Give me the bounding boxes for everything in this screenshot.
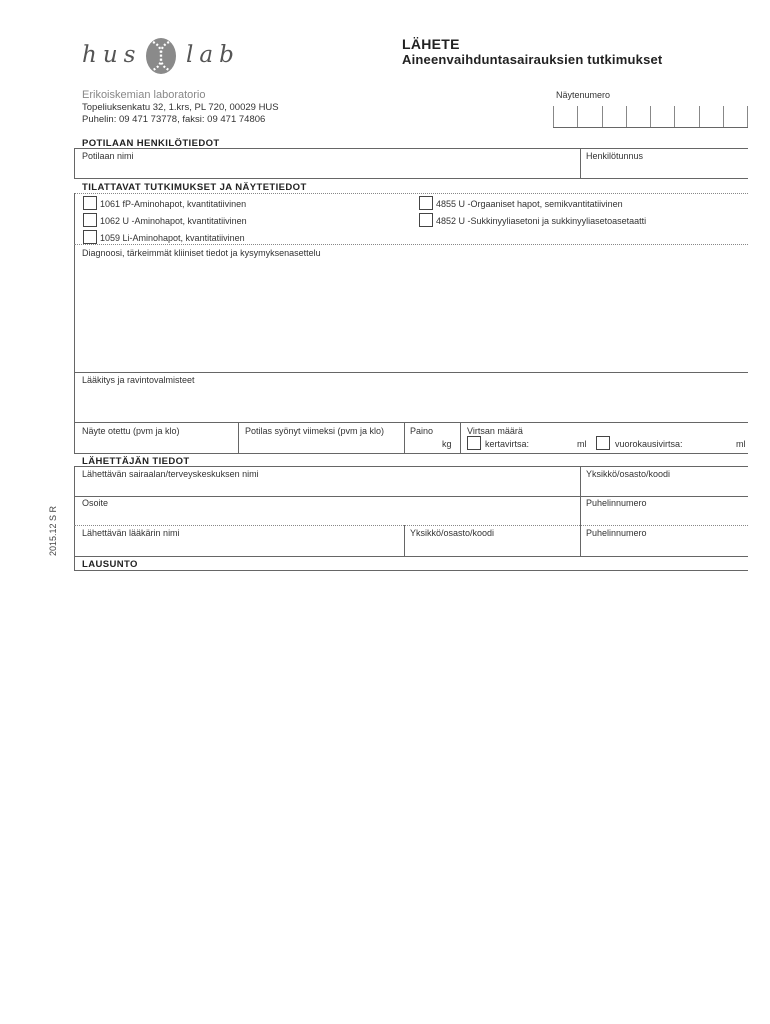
- patient-name-field[interactable]: [80, 162, 574, 177]
- test-1062-checkbox[interactable]: [83, 213, 97, 227]
- divider: [74, 525, 748, 526]
- doctor-phone-label: Puhelinnumero: [586, 528, 647, 538]
- patient-name-label: Potilaan nimi: [82, 151, 134, 161]
- diagnosis-label: Diagnoosi, tärkeimmät kliiniset tiedot ja kysymyksenasettelu: [82, 248, 321, 258]
- day-urine-checkbox[interactable]: [596, 436, 610, 450]
- sample-number-label: Näytenumero: [556, 90, 611, 100]
- divider: [74, 466, 748, 467]
- form-title: LÄHETE: [402, 36, 460, 52]
- last-ate-label: Potilas syönyt viimeksi (pvm ja klo): [245, 426, 385, 436]
- divider: [580, 466, 581, 556]
- day-urine-label: vuorokausivirtsa:: [615, 439, 683, 449]
- divider: [74, 372, 748, 373]
- medication-label: Lääkitys ja ravintovalmisteet: [82, 375, 195, 385]
- divider: [238, 422, 239, 453]
- test-4855-label: 4855 U -Orgaaniset hapot, semikvantitatiivinen: [436, 199, 623, 209]
- divider: [74, 466, 75, 556]
- divider: [580, 148, 581, 178]
- test-4855-checkbox[interactable]: [419, 196, 433, 210]
- day-urine-unit: ml: [736, 439, 746, 449]
- lab-address: Topeliuksenkatu 32, 1.krs, PL 720, 00029 HUS: [82, 102, 279, 113]
- divider: [74, 422, 748, 423]
- sample-number-field[interactable]: [553, 106, 748, 128]
- sender-section-title: LÄHETTÄJÄN TIEDOT: [82, 456, 190, 467]
- weight-unit: kg: [442, 439, 452, 449]
- phone-label: Puhelinnumero: [586, 498, 647, 508]
- sample-number-cell[interactable]: [723, 106, 748, 127]
- logo-text-left: hus: [82, 42, 142, 68]
- form-subtitle: Aineenvaihduntasairauksien tutkimukset: [402, 52, 663, 67]
- divider: [74, 193, 748, 194]
- hospital-name-label: Lähettävän sairaalan/terveyskeskuksen nimi: [82, 469, 259, 479]
- form-code: 2015.12 S R: [48, 505, 58, 556]
- test-1059-label: 1059 Li-Aminohapot, kvantitatiivinen: [100, 233, 245, 243]
- divider: [74, 453, 748, 454]
- patient-section-title: POTILAAN HENKILÖTIEDOT: [82, 138, 220, 149]
- doctor-unit-code-label: Yksikkö/osasto/koodi: [410, 528, 495, 538]
- divider: [74, 148, 75, 178]
- doctor-name-label: Lähettävän lääkärin nimi: [82, 528, 180, 538]
- sample-number-cell[interactable]: [602, 106, 626, 127]
- divider: [74, 148, 748, 149]
- sample-number-cell[interactable]: [577, 106, 601, 127]
- patient-id-field[interactable]: [586, 162, 746, 177]
- urine-amount-label: Virtsan määrä: [467, 426, 523, 436]
- patient-id-label: Henkilötunnus: [586, 151, 644, 161]
- divider: [460, 422, 461, 453]
- divider: [404, 525, 405, 556]
- divider: [74, 556, 748, 557]
- divider: [404, 422, 405, 453]
- medication-field[interactable]: [80, 387, 746, 420]
- weight-label: Paino: [410, 426, 434, 436]
- lab-phone: Puhelin: 09 471 73778, faksi: 09 471 74806: [82, 114, 266, 125]
- lab-name: Erikoiskemian laboratorio: [82, 89, 206, 101]
- tests-section-title: TILATTAVAT TUTKIMUKSET JA NÄYTETIEDOT: [82, 182, 307, 193]
- test-1062-label: 1062 U -Aminohapot, kvantitatiivinen: [100, 216, 247, 226]
- sample-number-cell[interactable]: [626, 106, 650, 127]
- sample-number-cell[interactable]: [553, 106, 577, 127]
- diagnosis-field[interactable]: [80, 260, 746, 370]
- spot-urine-label: kertavirtsa:: [485, 439, 530, 449]
- dna-helix-icon: [144, 36, 178, 76]
- logo-text-right: lab: [186, 42, 240, 68]
- sample-number-cell[interactable]: [650, 106, 674, 127]
- statement-section-title: LAUSUNTO: [82, 559, 138, 570]
- spot-urine-checkbox[interactable]: [467, 436, 481, 450]
- divider: [74, 570, 748, 571]
- divider: [74, 556, 75, 570]
- divider: [74, 193, 75, 453]
- hus-lab-logo: [82, 36, 252, 80]
- address-label: Osoite: [82, 498, 109, 508]
- spot-urine-unit: ml: [577, 439, 587, 449]
- sample-number-cell[interactable]: [674, 106, 698, 127]
- divider: [74, 178, 748, 179]
- divider: [74, 496, 748, 497]
- test-1061-checkbox[interactable]: [83, 196, 97, 210]
- test-1059-checkbox[interactable]: [83, 230, 97, 244]
- sample-taken-label: Näyte otettu (pvm ja klo): [82, 426, 180, 436]
- test-4852-checkbox[interactable]: [419, 213, 433, 227]
- divider: [74, 244, 748, 245]
- sample-number-cell[interactable]: [699, 106, 723, 127]
- test-4852-label: 4852 U -Sukkinyyliasetoni ja sukkinyyliasetoasetaatti: [436, 216, 647, 226]
- unit-code-label: Yksikkö/osasto/koodi: [586, 469, 671, 479]
- test-1061-label: 1061 fP-Aminohapot, kvantitatiivinen: [100, 199, 247, 209]
